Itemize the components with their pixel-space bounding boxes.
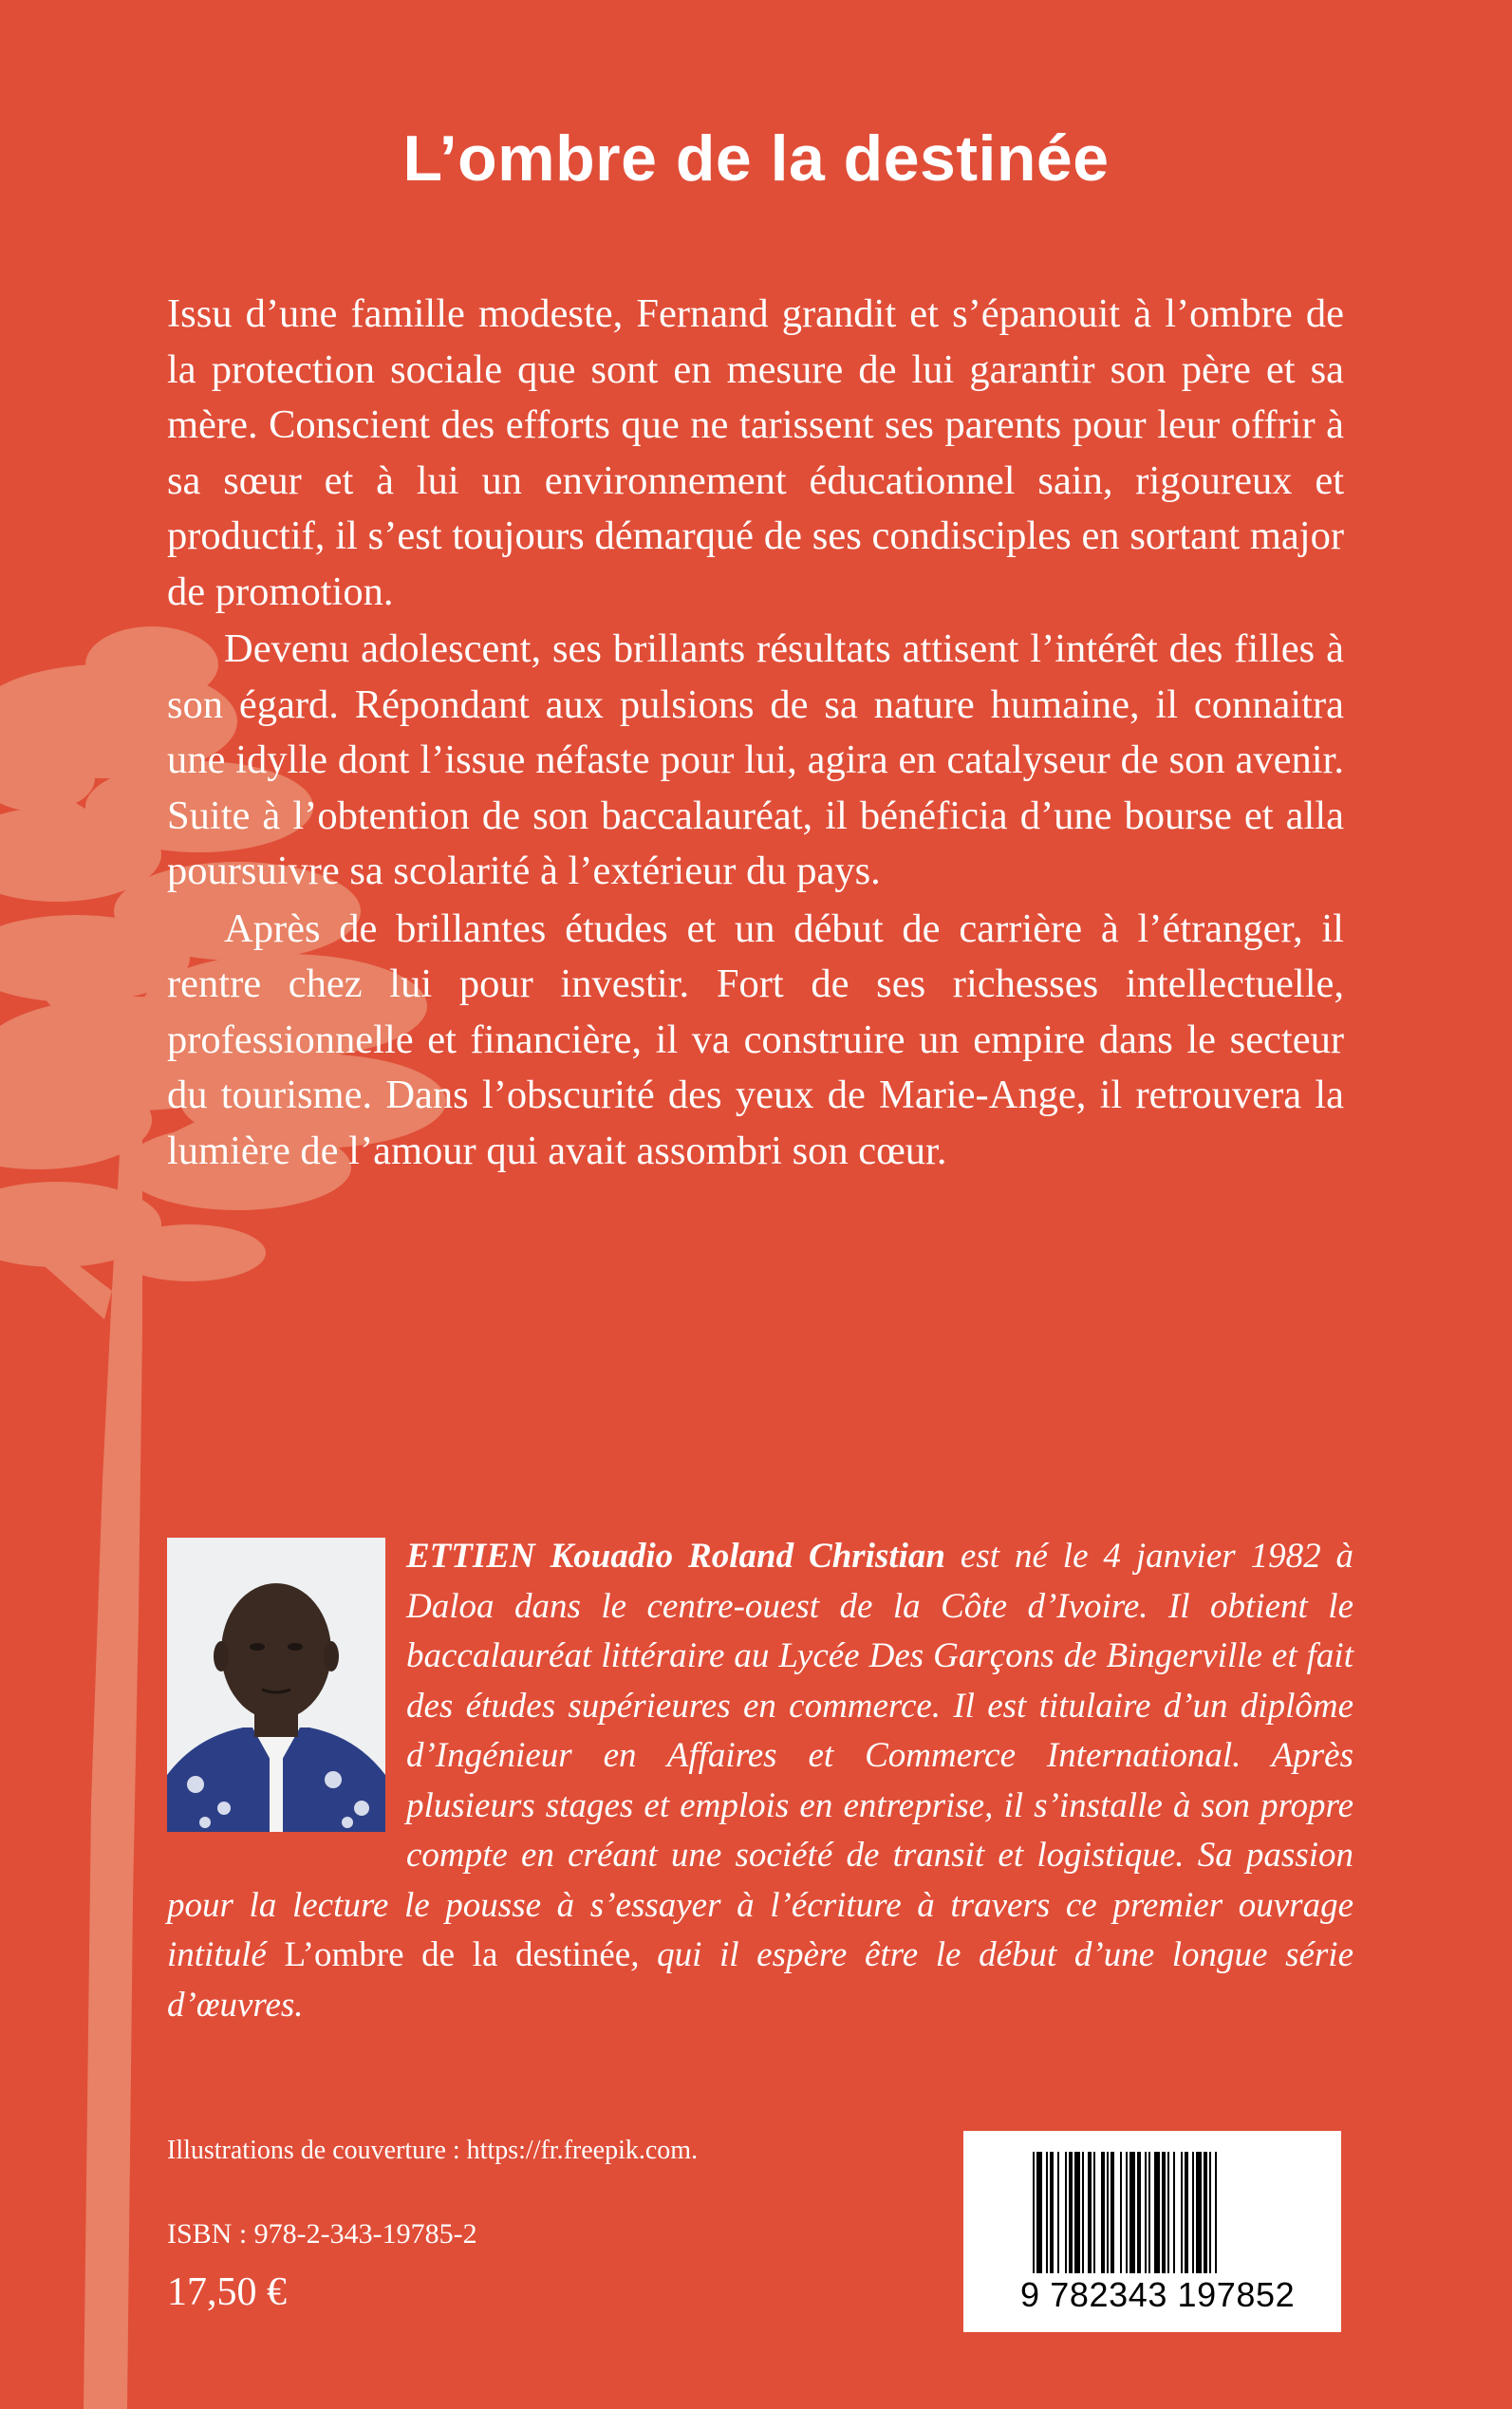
barcode-bar	[1033, 2152, 1035, 2273]
summary-paragraph-3: Après de brillantes études et un début de carrière à l’étranger, il rentre chez lui pour investir. Fort de ses richesses intellectuelle, professionnelle et financière, il va construire un empire dans le secteur du tourisme. Dans l’obscurité des yeux de Marie-Ange, il retrouvera la lumière de l’amour qui avait assombri son cœur.	[167, 906, 1344, 1173]
barcode-bar	[1215, 2152, 1217, 2273]
barcode-bar	[1093, 2152, 1095, 2273]
barcode-bar	[1074, 2152, 1080, 2273]
barcode-bar	[1126, 2152, 1128, 2273]
barcode-bar	[1209, 2152, 1211, 2273]
book-title: L’ombre de la destinée	[402, 122, 1110, 195]
barcode-bar	[1120, 2152, 1122, 2273]
summary-paragraph-1: Issu d’une famille modeste, Fernand grandit et s’épanouit à l’ombre de la protection sociale que sont en mesure de lui garantir son père et sa mère. Conscient des efforts que ne tarissent ses parents pour leur offrir à sa sœur et à lui un environnement éducationnel sain, rigoureux et productif, il s’est toujours démarqué de ses condisciples en sortant major de promotion.	[167, 291, 1344, 614]
barcode-bar	[1154, 2152, 1160, 2273]
summary-paragraph-2: Devenu adolescent, ses brillants résultats attisent l’intérêt des filles à son égard. Répondant aux pulsions de sa nature humaine, il connaitra une idylle dont l’issue néfaste pour lui, agira en catalyseur de son avenir. Suite à l’obtention de son baccalauréat, il bénéficia d’une bourse et alla poursuivre sa scolarité à l’extérieur du pays.	[167, 626, 1344, 893]
barcode-bar	[1192, 2152, 1194, 2273]
bio-end: , qui il espère être le début d’une longue série d’œuvres.	[167, 1935, 1353, 2025]
price: 17,50 €	[167, 2270, 287, 2314]
barcode-bar	[1129, 2152, 1135, 2273]
barcode-bar	[1107, 2152, 1109, 2273]
barcode-bar	[1204, 2152, 1207, 2273]
barcode-bar	[1181, 2152, 1183, 2273]
bio-book-title: L’ombre de la destinée	[284, 1935, 631, 1974]
barcode-bar	[1046, 2152, 1048, 2273]
barcode-bar	[1162, 2152, 1166, 2273]
barcode-number: 9 782343 197852	[1020, 2275, 1296, 2314]
barcode-bar	[1173, 2152, 1175, 2273]
author-biography	[167, 1532, 1353, 2030]
barcode-bar	[1057, 2152, 1059, 2273]
photo-wrap-space	[167, 1532, 406, 1839]
back-cover-summary	[167, 287, 1344, 1181]
barcode-bar	[1167, 2152, 1169, 2273]
barcode-bar	[1111, 2152, 1114, 2273]
barcode-bar	[1050, 2152, 1054, 2273]
barcode-bar	[1065, 2152, 1067, 2273]
barcode-bars	[1033, 2152, 1279, 2285]
bio-text: est né le 4 janvier 1982 à Daloa dans le centre-ouest de la Côte d’Ivoire. Il obtient le baccalauréat littéraire au Lycée Des Garçons de Bingerville et fait des études supérieures en commerce. Il est titulaire d’un diplôme d’Ingénieur en Affaires et Commerce International. Après plusieurs stages et emplois en entreprise, il s’installe à son propre compte en créant une société de transit et logistique. Sa passion pour la lecture le pousse à s’essayer à l’écriture à travers ce premier ouvrage intitulé	[167, 1537, 1353, 1974]
barcode-bar	[1101, 2152, 1105, 2273]
author-name: ETTIEN Kouadio Roland Christian	[406, 1537, 945, 1576]
barcode-bar	[1196, 2152, 1202, 2273]
barcode-bar	[1069, 2152, 1073, 2273]
barcode-bar	[1036, 2152, 1042, 2273]
barcode-bar	[1148, 2152, 1150, 2273]
illustration-credits: Illustrations de couverture : https://fr.freepik.com.	[167, 2136, 699, 2165]
barcode-bar	[1088, 2152, 1092, 2273]
barcode	[963, 2131, 1341, 2332]
barcode-bar	[1145, 2152, 1147, 2273]
isbn: ISBN : 978-2-343-19785-2	[167, 2218, 477, 2250]
barcode-bar	[1185, 2152, 1188, 2273]
barcode-bar	[1137, 2152, 1141, 2273]
barcode-bar	[1082, 2152, 1084, 2273]
